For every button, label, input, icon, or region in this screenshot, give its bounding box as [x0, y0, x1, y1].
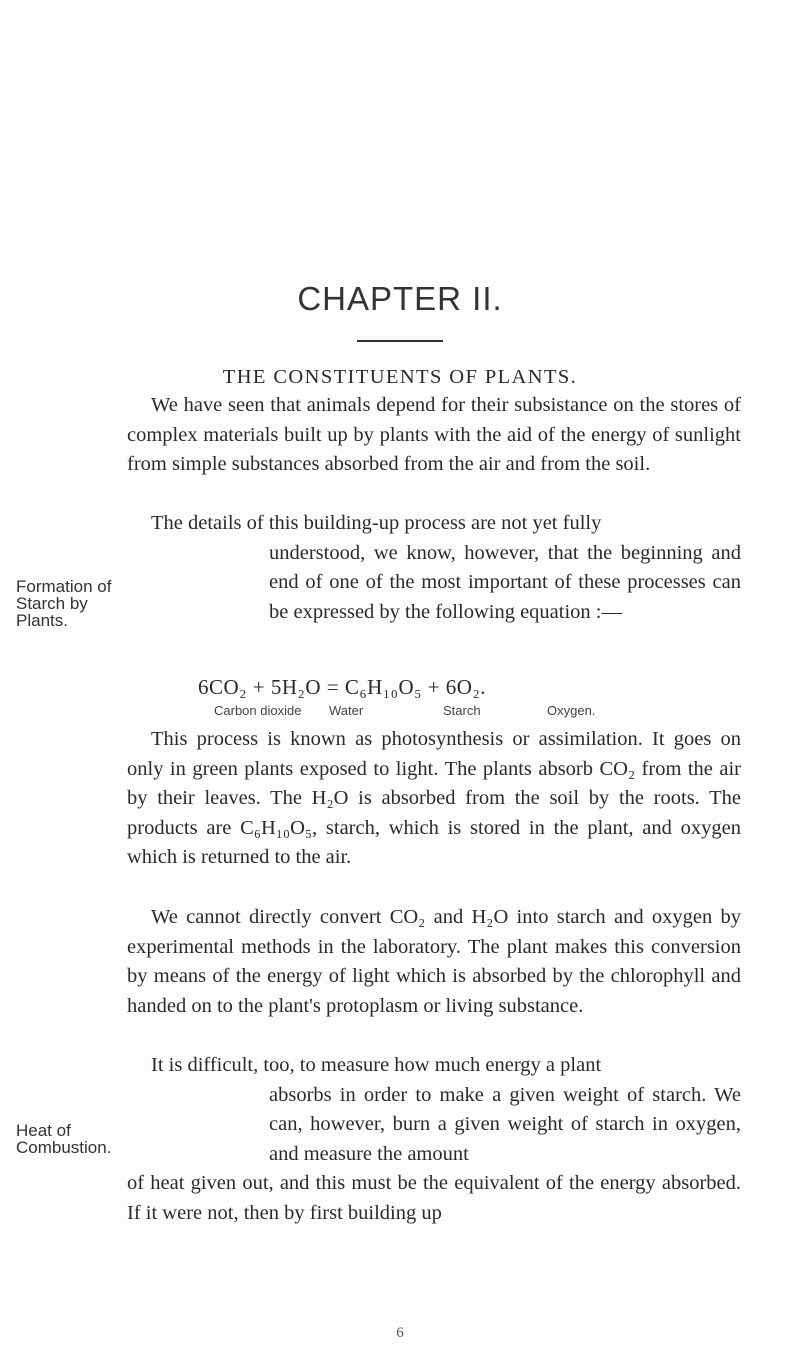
paragraph-3: This process is known as photosynthesis or assimilation. It goes on only in green plants exposed to light. The plants absorb CO₂ from the air by their leaves. The H₂O is absorbed from the soil by the roots. The products are C₆H₁₀O₅, starch, which is stored in the plant, and oxygen which is returned to the air. [127, 728, 741, 868]
paragraph-5-rest: of heat given out, and this must be the equivalent of the energy absorbed. If it were not, then by first building up [127, 1172, 741, 1224]
margin-note-formation [16, 578, 111, 629]
paragraph-2-indented: understood, we know, however, that the beginning and end of one of the most important of these processes can be expressed by the following equation :— [269, 541, 741, 623]
paragraph-5-first-line: It is difficult, too, to measure how much energy a plant [151, 1054, 602, 1076]
paragraph-5-indented: absorbs in order to make a given weight of starch. We can, however, burn a given weight of starch in oxygen, and measure the amount [269, 1083, 741, 1165]
chapter-heading: CHAPTER II. [297, 280, 503, 317]
margin-note-line: Heat of [16, 1121, 71, 1140]
equation-label-starch: Starch [443, 703, 481, 718]
margin-note-line: Formation of [16, 577, 112, 596]
paragraph-3-container [127, 725, 741, 873]
paragraph-1: We have seen that animals depend for their subsistance on the stores of complex materials built up by plants with the aid of the energy of sunlight from simple substances absorbed from the air and from the soil. [127, 394, 741, 475]
margin-note-line: Plants. [16, 611, 68, 630]
margin-note-line: Starch by [16, 594, 88, 613]
equation-label-oxygen: Oxygen. [547, 703, 596, 718]
paragraph-1-container [127, 391, 741, 480]
page-number: 6 [396, 1325, 404, 1341]
paragraph-2-first-line: The details of this building-up process are not yet fully [151, 512, 602, 534]
chemical-equation: 6CO₂ + 5H₂O = C₆H₁₀O₅ + 6O₂. [198, 675, 487, 699]
heading-divider [357, 340, 443, 342]
paragraph-4-container [127, 903, 741, 1021]
margin-note-heat [16, 1122, 111, 1156]
paragraph-2-container [127, 509, 741, 627]
paragraph-5-container [127, 1051, 741, 1228]
equation-label-water: Water [329, 703, 364, 718]
margin-note-line: Combustion. [16, 1138, 112, 1157]
equation-label-carbon-dioxide: Carbon dioxide [214, 703, 302, 718]
paragraph-4: We cannot directly convert CO₂ and H₂O into starch and oxygen by experimental methods in the laboratory. The plant makes this conversion by means of the energy of light which is absorbed by the chlorophyll and handed on to the plant's protoplasm or living substance. [127, 906, 741, 1017]
section-title: THE CONSTITUENTS OF PLANTS. [222, 366, 578, 388]
